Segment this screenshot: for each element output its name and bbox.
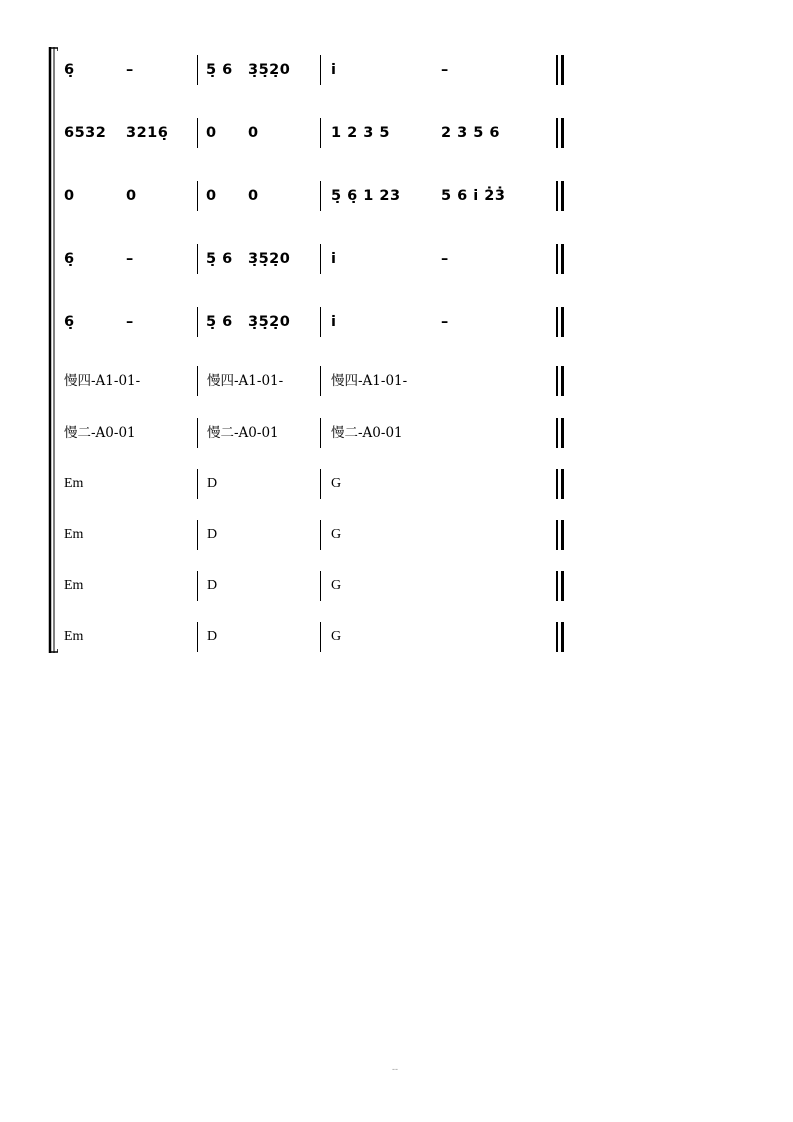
final-barline-thick — [561, 622, 564, 652]
final-barline-thin — [556, 520, 558, 550]
note-group: 1 2 3 5 — [331, 125, 391, 141]
final-barline-thin — [556, 244, 558, 274]
note-group: 5 6 i̇ 2̇3̇ — [441, 188, 506, 204]
note-group: 3̣5̣2̣0 — [248, 314, 291, 330]
note-group: – — [126, 62, 134, 78]
bar-line — [197, 181, 198, 211]
score-row — [0, 181, 793, 211]
pattern-label: 慢二-A0-01 — [331, 425, 403, 441]
pattern-label: 慢四-A1-01- — [64, 373, 141, 389]
bar-line — [320, 571, 321, 601]
final-barline-thick — [561, 118, 564, 148]
bar-line — [320, 55, 321, 85]
note-group: 3̣5̣2̣0 — [248, 62, 291, 78]
final-barline-thin — [556, 307, 558, 337]
note-group: 6̣ — [64, 251, 75, 267]
note-group: 0 — [126, 188, 137, 204]
bar-line — [320, 622, 321, 652]
score-row — [0, 118, 793, 148]
bar-line — [197, 55, 198, 85]
note-group: 6532 — [64, 125, 107, 141]
note-group: 5̣ 6 — [206, 314, 233, 330]
chord-symbol: D — [207, 476, 218, 491]
score-row — [0, 418, 793, 448]
final-barline-thick — [561, 244, 564, 274]
final-barline-thick — [561, 366, 564, 396]
final-barline-thin — [556, 571, 558, 601]
final-barline-thin — [556, 469, 558, 499]
chord-symbol: D — [207, 527, 218, 542]
bar-line — [197, 118, 198, 148]
note-group: – — [441, 62, 449, 78]
chord-symbol: G — [331, 476, 342, 491]
note-group: 0 — [206, 125, 217, 141]
final-barline-thin — [556, 418, 558, 448]
bar-line — [320, 366, 321, 396]
bar-line — [197, 366, 198, 396]
note-group: i̇ — [331, 314, 337, 330]
note-group: – — [126, 314, 134, 330]
note-group: – — [126, 251, 134, 267]
note-group: 0 — [206, 188, 217, 204]
page-mark: -- — [392, 1064, 398, 1074]
note-group: 0 — [64, 188, 75, 204]
bar-line — [197, 622, 198, 652]
pattern-label: 慢四-A1-01- — [331, 373, 408, 389]
note-group: 2 3 5 6 — [441, 125, 501, 141]
final-barline-thin — [556, 118, 558, 148]
pattern-label: 慢二-A0-01 — [207, 425, 279, 441]
chord-symbol: Em — [64, 578, 84, 593]
bar-line — [320, 469, 321, 499]
note-group: – — [441, 314, 449, 330]
note-group: 6̣ — [64, 62, 75, 78]
chord-symbol: D — [207, 629, 218, 644]
final-barline-thin — [556, 366, 558, 396]
bar-line — [197, 418, 198, 448]
bar-line — [320, 418, 321, 448]
note-group: 5̣ 6 — [206, 62, 233, 78]
note-group: 3216̣ — [126, 125, 169, 141]
final-barline-thick — [561, 469, 564, 499]
bar-line — [320, 181, 321, 211]
note-group: 5̣ 6̣ 1 23 — [331, 188, 401, 204]
chord-symbol: G — [331, 629, 342, 644]
bar-line — [320, 520, 321, 550]
score-row — [0, 622, 793, 652]
bar-line — [320, 307, 321, 337]
note-group: i̇ — [331, 62, 337, 78]
note-group: 3̣5̣2̣0 — [248, 251, 291, 267]
note-group: 6̣ — [64, 314, 75, 330]
bar-line — [320, 118, 321, 148]
note-group: 0 — [248, 188, 259, 204]
score-row — [0, 307, 793, 337]
chord-symbol: Em — [64, 629, 84, 644]
chord-symbol: Em — [64, 476, 84, 491]
pattern-label: 慢四-A1-01- — [207, 373, 284, 389]
final-barline-thick — [561, 181, 564, 211]
note-group: 5̣ 6 — [206, 251, 233, 267]
score-row — [0, 469, 793, 499]
score-row — [0, 244, 793, 274]
final-barline-thin — [556, 181, 558, 211]
score-row — [0, 571, 793, 601]
bar-line — [197, 307, 198, 337]
score-row — [0, 55, 793, 85]
bar-line — [197, 571, 198, 601]
chord-symbol: Em — [64, 527, 84, 542]
bar-line — [197, 520, 198, 550]
final-barline-thin — [556, 622, 558, 652]
final-barline-thick — [561, 418, 564, 448]
score-row — [0, 520, 793, 550]
final-barline-thick — [561, 55, 564, 85]
note-group: – — [441, 251, 449, 267]
score-row — [0, 366, 793, 396]
chord-symbol: G — [331, 527, 342, 542]
bar-line — [320, 244, 321, 274]
final-barline-thin — [556, 55, 558, 85]
bar-line — [197, 244, 198, 274]
final-barline-thick — [561, 307, 564, 337]
note-group: 0 — [248, 125, 259, 141]
final-barline-thick — [561, 571, 564, 601]
pattern-label: 慢二-A0-01 — [64, 425, 136, 441]
bar-line — [197, 469, 198, 499]
final-barline-thick — [561, 520, 564, 550]
chord-symbol: G — [331, 578, 342, 593]
chord-symbol: D — [207, 578, 218, 593]
note-group: i̇ — [331, 251, 337, 267]
